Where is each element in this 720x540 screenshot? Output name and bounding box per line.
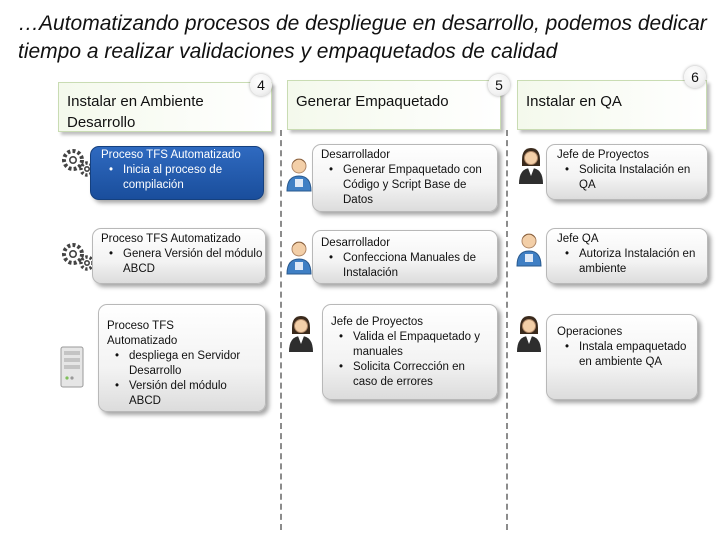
card-bullet: • Genera Versión del módulo ABCD [123,247,265,277]
card-bullet: • Inicia al proceso de compilación [123,163,263,193]
step-number-badge: 5 [488,74,510,96]
tfs-compile-card [90,146,264,200]
step-header-install-qa [517,80,707,130]
card-bullet: • despliega en Servidor Desarrollo [129,349,257,379]
card-title: Jefe de Proyectos [557,149,650,161]
step-header-generate-package [287,80,501,130]
step-header-label: Instalar en Ambiente Desarrollo [67,93,204,131]
manager-icon [516,146,546,191]
card-title: Jefe QA [557,233,599,245]
tfs-version-card [92,228,266,284]
developer-package-card [312,144,498,212]
card-bullet: • Versión del módulo ABCD [129,379,257,409]
card-title: Desarrollador [321,237,391,249]
card-title: Proceso TFS Automatizado [107,320,178,347]
developer-icon [284,155,314,198]
card-bullet: • Confecciona Manuales de Instalación [343,251,489,281]
card-bullet: • Instala empaquetado en ambiente QA [579,340,689,370]
developer-icon [284,238,314,281]
server-icon [58,345,88,394]
step-header-label: Generar Empaquetado [296,93,449,110]
card-title: Proceso TFS Automatizado [101,233,241,245]
card-bullet: • Autoriza Instalación en ambiente [579,247,701,277]
operations-install-card [546,314,698,400]
qa-lead-icon [514,230,544,273]
step-number-badge: 4 [250,74,272,96]
card-bullet: • Generar Empaquetado con Código y Script Base de Datos [343,163,483,208]
card-title: Jefe de Proyectos [331,316,424,328]
tfs-deploy-card [98,304,266,412]
project-lead-qa-request-card [546,144,708,200]
slide-title: …Automatizando procesos de despliegue en desarrollo, podemos dedicar tiempo a realizar validaciones y empaquetados de calidad [18,12,707,63]
step-header-install-dev [58,82,272,132]
card-title: Operaciones [557,326,623,338]
manager-icon [286,314,316,359]
qa-lead-authorization-card [546,228,708,284]
step-number-badge: 6 [684,66,706,88]
card-title: Proceso TFS Automatizado [101,149,241,161]
column-separator [280,130,282,530]
developer-manuals-card [312,230,498,284]
card-bullet: • Valida el Empaquetado y manuales [353,330,489,360]
gears-icon [60,240,96,277]
card-bullet: • Solicita Corrección en caso de errores [353,360,489,390]
card-bullet: • Solicita Instalación en QA [579,163,701,193]
project-lead-validation-card [322,304,498,400]
step-header-label: Instalar en QA [526,93,622,110]
column-separator [506,130,508,530]
card-title: Desarrollador [321,149,391,161]
operator-icon [514,314,544,359]
